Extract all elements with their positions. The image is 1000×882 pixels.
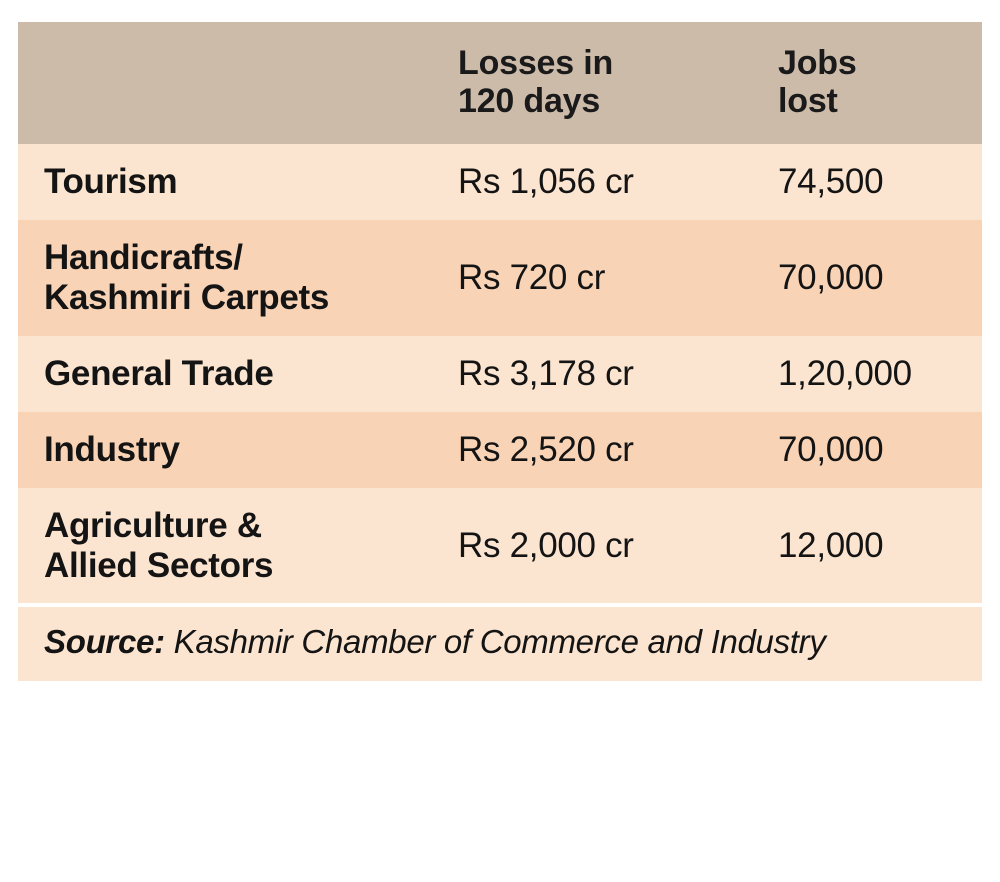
source-value: Kashmir Chamber of Commerce and Industry: [173, 623, 826, 661]
table-row: [18, 336, 982, 412]
row-sector-tourism: Tourism: [44, 162, 178, 202]
losses-table: [18, 22, 982, 603]
table-header: [18, 22, 982, 144]
table-row: [18, 488, 982, 604]
table-body: [18, 144, 982, 603]
column-header-jobs-line2: lost: [778, 82, 838, 121]
row-losses-industry: Rs 2,520 cr: [458, 429, 634, 469]
table-row: [18, 412, 982, 488]
row-sector-agriculture: [18, 488, 448, 604]
row-losses-tourism: Rs 1,056 cr: [458, 162, 634, 202]
losses-table-container: [18, 22, 982, 681]
row-sector-handicrafts-line1: Handicrafts/: [44, 238, 243, 278]
row-sector-agriculture-line2: Allied Sectors: [44, 545, 274, 585]
row-jobs-industry: 70,000: [778, 429, 884, 469]
table-row: [18, 220, 982, 336]
row-jobs-handicrafts: 70,000: [778, 257, 884, 297]
table-header-row: [18, 22, 982, 144]
row-sector-industry: Industry: [44, 429, 180, 469]
column-header-jobs-line1: Jobs: [778, 44, 857, 82]
source-bar: [18, 603, 982, 681]
row-sector-general-trade: General Trade: [44, 353, 274, 393]
row-sector-handicrafts-line2: Kashmiri Carpets: [44, 277, 330, 317]
row-losses-general-trade: Rs 3,178 cr: [458, 353, 634, 393]
column-header-sector: [18, 22, 448, 144]
table-row: [18, 144, 982, 220]
column-header-losses-line1: Losses in: [458, 44, 614, 82]
row-sector-agriculture-line1: Agriculture &: [44, 505, 262, 545]
row-jobs-tourism: 74,500: [778, 162, 884, 202]
source-text: [44, 623, 972, 661]
row-jobs-agriculture: 12,000: [778, 525, 884, 565]
column-header-jobs: [768, 22, 982, 144]
column-header-losses-line2: 120 days: [458, 82, 601, 121]
row-jobs-general-trade: 1,20,000: [778, 353, 912, 393]
row-losses-handicrafts: Rs 720 cr: [458, 257, 606, 297]
source-label: Source:: [44, 623, 165, 661]
row-losses-agriculture: Rs 2,000 cr: [458, 525, 634, 565]
column-header-losses: [448, 22, 768, 144]
row-sector-handicrafts: [18, 220, 448, 336]
